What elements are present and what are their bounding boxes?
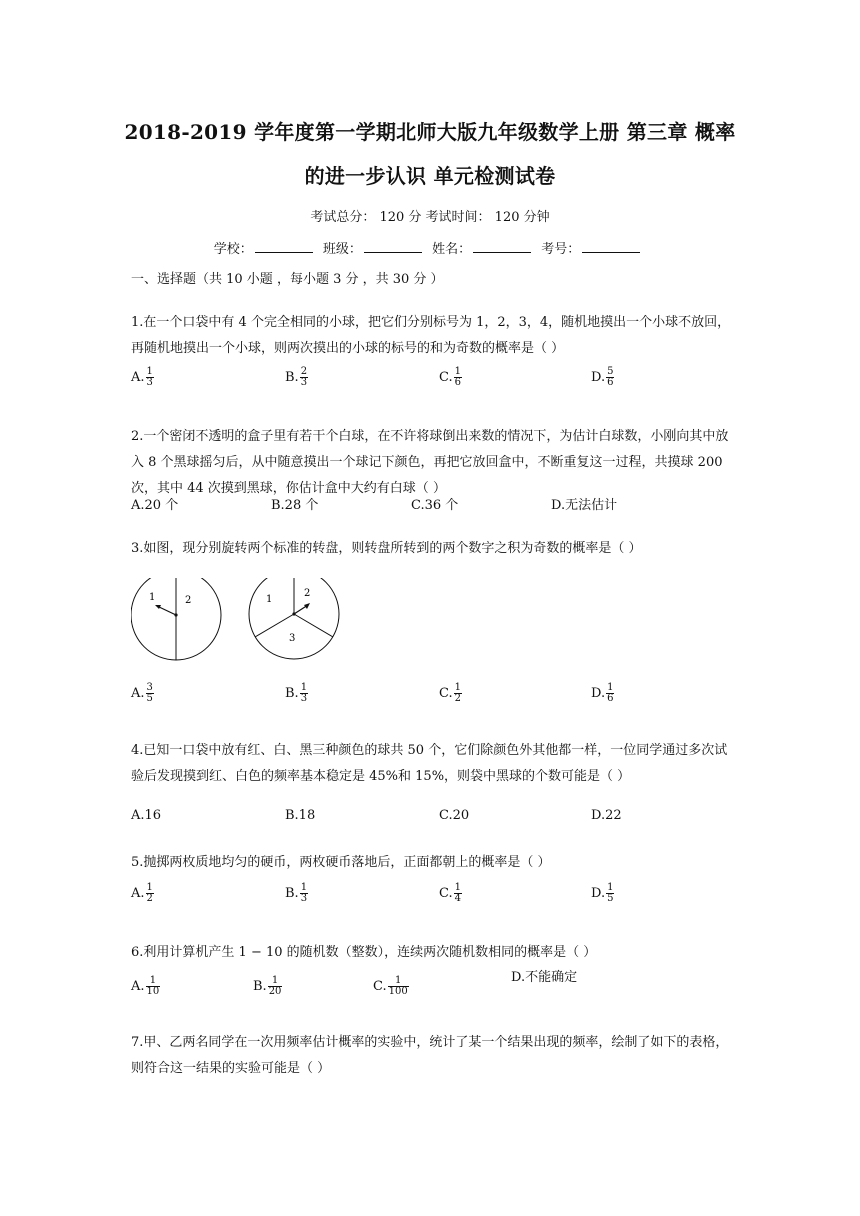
question-7-text: 7.甲、乙两名同学在一次用频率估计概率的实验中，统计了某一个结果出现的频率，绘制了如下的表格，则符合这一结果的实验可能是（ ）	[131, 1035, 729, 1076]
option-d[interactable]: D. $\frac{5}{6}$	[591, 366, 614, 388]
exam-title-line-1: 2018-2019 学年度第一学期北师大版九年级数学上册 第三章 概率	[124, 120, 736, 144]
spinner-two-sections	[131, 578, 221, 660]
option-c[interactable]: C.20	[439, 808, 470, 823]
option-d[interactable]: D. $\frac{1}{5}$	[591, 882, 614, 904]
option-b[interactable]: B. $\frac{2}{3}$	[285, 366, 308, 388]
class-label: 班级：	[322, 242, 362, 257]
option-a[interactable]: A. $\frac{1}{2}$	[131, 882, 153, 904]
option-c[interactable]: C. $\frac{1}{2}$	[439, 682, 461, 704]
name-label: 姓名：	[432, 242, 472, 257]
question-3-text: 3.如图，现分别旋转两个标准的转盘，则转盘所转到的两个数字之积为奇数的概率是（ ）	[131, 541, 642, 556]
option-a[interactable]: A. $\frac{1}{3}$	[131, 366, 153, 388]
spinner-three-sections	[249, 578, 339, 659]
student-info-line	[0, 238, 860, 257]
score-time-info: 考试总分： 120 分 考试时间： 120 分钟	[310, 210, 550, 225]
spinner-figure	[131, 578, 351, 668]
option-b[interactable]: B.28 个	[271, 498, 319, 513]
option-c[interactable]: C.36 个	[411, 498, 459, 513]
name-blank[interactable]	[473, 241, 531, 253]
school-label: 学校：	[213, 242, 253, 257]
section-heading: 一、选择题（共 10 小题 ，每小题 3 分 ，共 30 分 ）	[131, 272, 444, 287]
option-c[interactable]: C. $\frac{1}{6}$	[439, 366, 461, 388]
spinner2-label-2: 2	[304, 588, 311, 599]
question-6-options	[131, 966, 741, 1006]
spinner1-label-1: 1	[149, 592, 156, 603]
spinner2-label-1: 1	[266, 594, 273, 605]
question-1-text: 1.在一个口袋中有 4 个完全相同的小球，把它们分别标号为 1，2，3，4，随机地摸出一个小球不放回，再随机地摸出一个小球，则两次摸出的小球的标号的和为奇数的概率是（ ）	[131, 315, 731, 356]
option-c[interactable]: C. $\frac{1}{4}$	[439, 882, 461, 904]
option-c[interactable]: C. $\frac{1}{100}$	[373, 975, 408, 997]
spinner2-label-3: 3	[289, 633, 296, 644]
question-5-text: 5.抛掷两枚质地均匀的硬币，两枚硬币落地后，正面都朝上的概率是（ ）	[131, 855, 551, 870]
question-4-options	[131, 808, 741, 838]
id-blank[interactable]	[582, 241, 640, 253]
class-blank[interactable]	[364, 241, 422, 253]
option-b[interactable]: B. $\frac{1}{3}$	[285, 682, 308, 704]
question-2-text: 2.一个密闭不透明的盒子里有若干个白球，在不许将球倒出来数的情况下，为估计白球数，小刚向其中放入 8 个黑球摇匀后，从中随意摸出一个球记下颜色，再把它放回盒中，不断重复这一过程，共摸球 200 次，其中 44 次摸到黑球，你估计盒中大约有白球（ ）	[131, 429, 729, 496]
option-d[interactable]: D. $\frac{1}{6}$	[591, 682, 614, 704]
question-5-options	[131, 883, 741, 913]
question-4-text: 4.已知一口袋中放有红、白、黑三种颜色的球共 50 个，它们除颜色外其他都一样，一位同学通过多次试验后发现摸到红、白色的频率基本稳定是 45%和 15%，则袋中黑球的个数可能是（ ）	[131, 743, 728, 784]
question-1-options	[131, 367, 741, 397]
spinner1-label-2: 2	[185, 595, 192, 606]
school-blank[interactable]	[255, 241, 313, 253]
option-a[interactable]: A.16	[131, 808, 162, 823]
question-6-text: 6.利用计算机产生 1 − 10 的随机数（整数），连续两次随机数相同的概率是（ ）	[131, 945, 597, 960]
option-d[interactable]: D.不能确定	[511, 970, 578, 985]
exam-title-line-2: 的进一步认识 单元检测试卷	[304, 164, 556, 188]
question-2-options	[131, 494, 741, 524]
option-a[interactable]: A.20 个	[131, 498, 179, 513]
option-a[interactable]: A. $\frac{3}{5}$	[131, 682, 153, 704]
option-b[interactable]: B. $\frac{1}{20}$	[253, 975, 282, 997]
option-d[interactable]: D.22	[591, 808, 622, 823]
question-3-options	[131, 683, 741, 713]
id-label: 考号：	[541, 242, 581, 257]
option-b[interactable]: B. $\frac{1}{3}$	[285, 882, 308, 904]
option-a[interactable]: A. $\frac{1}{10}$	[131, 975, 160, 997]
option-d[interactable]: D.无法估计	[551, 498, 618, 513]
option-b[interactable]: B.18	[285, 808, 316, 823]
